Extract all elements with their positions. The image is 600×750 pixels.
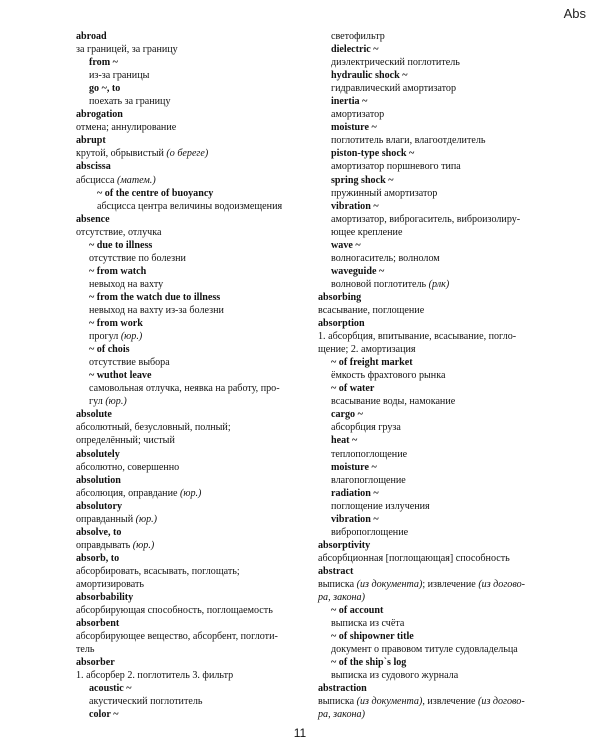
entry-term: ~ of the ship`s log [331,657,407,669]
entry-translation: 1. абсорбер 2. поглотитель 3. фильтр [76,670,234,682]
entry-translation: всасывание воды, намокание [331,396,456,408]
entry-translation: абсолютный, безусловный, полный; [76,422,231,434]
entry-translation: абсорбирующее вещество, абсорбент, поглоти- [76,631,278,643]
entry-translation: абсолютно, совершенно [76,461,180,473]
entry-translation: невыход на вахту [89,278,164,290]
entry-term: color ~ [89,709,119,721]
entry-translation: невыход на вахту из-за болезни [89,304,224,316]
entry-translation: абсорбция груза [331,422,401,434]
entry-translation: 1. абсорбция, впитывание, всасывание, погло- [318,331,517,343]
entry-translation [76,539,298,552]
entry-term: ~ of the centre of buoyancy [97,187,214,199]
entry-translation: за границей, за границу [76,44,178,56]
entry-term: dielectric ~ [331,44,379,56]
entry-term: heat ~ [331,435,358,447]
entry-translation: тель [76,644,95,656]
entry-translation: отсутствие по болезни [89,252,186,264]
entry-term: moisture ~ [331,122,377,134]
entry-translation: абсорбционная [поглощающая] способность [318,552,510,564]
usage-label: (рлк) [428,278,450,290]
entry-translation: отсутствие выбора [89,357,170,369]
entry-translation: ёмкость фрахтового рынка [331,370,446,382]
entry-term: inertia ~ [331,96,368,108]
usage-label: ра, закона) [318,709,365,721]
entry-translation [76,147,298,160]
entry-translation: поглотитель влаги, влагоотделитель [331,135,486,147]
entry-term: absolution [76,474,121,486]
entry-term: absorptivity [318,539,371,551]
entry-term: absorbability [76,592,134,604]
entry-translation [76,174,298,187]
entry-translation [318,695,528,708]
entry-term: piston-type shock ~ [331,148,415,160]
usage-label: (из документа) [356,696,423,708]
right-column [318,30,528,721]
entry-translation [318,278,528,291]
entry-term: absolve, to [76,526,122,538]
entry-term: ~ of shipowner title [331,631,414,643]
entry-term: ~ of freight market [331,357,413,369]
entry-translation: волногаситель; волнолом [331,252,440,264]
entry-translation: документ о правовом титуле судовладельца [331,644,518,656]
entry-translation: абсцисса центра величины водоизмещения [97,200,283,212]
translation-text: абсолюция, оправдание [76,487,180,499]
entry-translation: поглощение излучения [331,500,430,512]
entry-term: ~ due to illness [89,239,153,251]
entry-translation [318,578,528,591]
entry-term: wave ~ [331,239,361,251]
usage-label: (юр.) [135,513,158,525]
entry-translation [76,395,298,408]
entry-term: radiation ~ [331,487,379,499]
entry-translation: выписка из судового журнала [331,670,459,682]
entry-term: from ~ [89,57,118,69]
entry-term: vibration ~ [331,200,379,212]
translation-text: гул [89,396,106,408]
entry-term: go ~, to [89,83,121,95]
entry-term: moisture ~ [331,461,377,473]
entry-translation: отмена; аннулирование [76,122,177,134]
translation-text: оправдывать [76,539,133,551]
entry-term: ~ from work [89,318,143,330]
entry-term: abscissa [76,161,111,173]
usage-label: ра, закона) [318,592,365,604]
entry-term: cargo ~ [331,409,363,421]
entry-term: absorbent [76,618,120,630]
translation-text: крутой, обрывистый [76,148,167,160]
page-number: 11 [293,726,307,740]
entry-translation: определённый; чистый [76,435,175,447]
entry-term: abstract [318,565,354,577]
translation-text: волновой поглотитель [331,278,429,290]
usage-label: (о береге) [166,148,209,160]
entry-translation [76,487,298,500]
entry-translation: амортизатор [331,109,385,121]
entry-translation: вибропоглощение [331,526,409,538]
entry-term: waveguide ~ [331,265,385,277]
entry-term: abrupt [76,135,106,147]
translation-text: , извлечение [422,696,479,708]
entry-term: hydraulic shock ~ [331,70,408,82]
entry-term: spring shock ~ [331,174,394,186]
entry-translation: теплопоглощение [331,448,408,460]
usage-label: (юр.) [120,331,143,343]
entry-translation [318,708,528,721]
entry-translation [318,591,528,604]
entry-translation: влагопоглощение [331,474,406,486]
left-column [76,30,298,721]
entry-translation: светофильтр [331,31,385,42]
entry-translation: диэлектрический поглотитель [331,57,460,69]
entry-term: ~ of chois [89,344,130,356]
entry-translation: самовольная отлучка, неявка на работу, про- [89,383,280,395]
translation-text: выписка [318,578,357,590]
usage-label: (юр.) [132,539,155,551]
entry-translation [76,513,298,526]
entry-translation: всасывание, поглощение [318,304,425,316]
entry-term: acoustic ~ [89,683,132,695]
usage-label: (матем.) [117,174,156,186]
entry-term: absorb, to [76,552,120,564]
entry-term: absence [76,213,110,225]
entry-translation: щение; 2. амортизация [318,344,416,356]
entry-term: absorption [318,318,365,330]
entry-term: ~ from the watch due to illness [89,291,221,303]
entry-term: abrogation [76,109,123,121]
usage-label: (юр.) [180,487,202,499]
translation-text: прогул [89,331,121,343]
translation-text: оправданный [76,513,136,525]
entry-translation: абсорбировать, всасывать, поглощать; [76,565,240,577]
entry-translation: амортизировать [76,578,144,590]
entry-term: abroad [76,31,107,42]
entry-translation: акустический поглотитель [89,696,203,708]
entry-translation: из-за границы [89,70,150,82]
entry-translation: поехать за границу [89,96,171,108]
entry-term: ~ of water [331,383,375,395]
entry-term: ~ from watch [89,265,147,277]
entry-term: absolutory [76,500,122,512]
running-header: Abs [563,6,586,21]
translation-text: абсцисса [76,174,117,186]
entry-term: absorbing [318,291,362,303]
entry-term: ~ wuthot leave [89,370,152,382]
entry-term: abstraction [318,683,367,695]
entry-translation: гидравлический амортизатор [331,83,457,95]
entry-translation: абсорбирующая способность, поглощаемость [76,605,273,617]
translation-text: ; извлечение [422,578,479,590]
entry-translation: амортизатор, виброгаситель, виброизолиру- [331,213,521,225]
entry-term: vibration ~ [331,513,379,525]
usage-label: (из догово- [478,578,525,590]
entry-translation: ющее крепление [331,226,403,238]
entry-translation: отсутствие, отлучка [76,226,162,238]
entry-term: absorber [76,657,115,669]
entry-term: ~ of account [331,605,384,617]
entry-translation: пружинный амортизатор [331,187,438,199]
usage-label: (из догово- [478,696,525,708]
entry-term: absolutely [76,448,120,460]
entry-term: absolute [76,409,112,421]
usage-label: (из документа) [356,578,423,590]
entry-translation [76,330,298,343]
usage-label: (юр.) [105,396,127,408]
entry-translation: амортизатор поршневого типа [331,161,461,173]
translation-text: выписка [318,696,357,708]
entry-translation: выписка из счёта [331,618,405,630]
